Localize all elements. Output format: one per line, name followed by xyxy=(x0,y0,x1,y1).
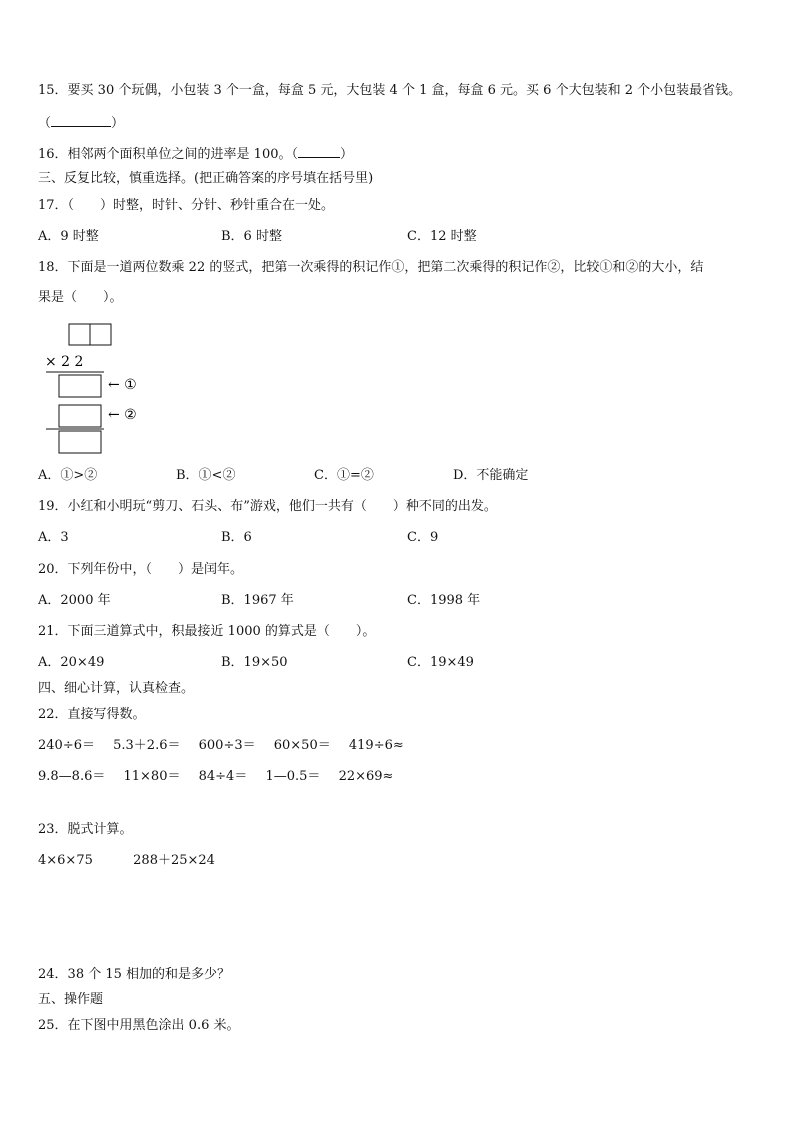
calc-item: 11×80＝ xyxy=(123,769,181,784)
q22-row-1 xyxy=(38,737,418,755)
mark-2-text: ← ② xyxy=(108,407,137,423)
multiplier-text: × 2 2 xyxy=(45,354,84,370)
q20-option-a[interactable]: A．2000 年 xyxy=(38,593,111,608)
question-22-text: 22．直接写得数。 xyxy=(38,707,146,722)
q17-option-a[interactable]: A．9 时整 xyxy=(38,229,99,244)
section-4-heading: 四、细心计算，认真检查。 xyxy=(38,681,195,696)
question-19-text: 19．小红和小明玩“剪刀、石头、布”游戏，他们一共有（ ）种不同的出发。 xyxy=(38,499,497,514)
q21-option-b[interactable]: B．19×50 xyxy=(221,655,288,670)
calc-item: 22×69≈ xyxy=(338,769,394,784)
question-17-text: 17．（ ）时整，时针、分针、秒针重合在一处。 xyxy=(38,198,335,213)
calc-item: 9.8—8.6＝ xyxy=(38,769,106,784)
section-5-heading: 五、操作题 xyxy=(38,992,104,1007)
q20-option-b[interactable]: B．1967 年 xyxy=(221,593,294,608)
question-18-line1: 18．下面是一道两位数乘 22 的竖式，把第一次乘得的积记作①，把第二次乘得的积记作②，比较①和②的大小，结 xyxy=(38,260,704,275)
calc-item: 600÷3＝ xyxy=(198,738,256,753)
question-15-text: 15．要买 30 个玩偶，小包装 3 个一盒，每盒 5 元，大包装 4 个 1 盒，每盒 6 元。买 6 个大包装和 2 个小包装最省钱。 xyxy=(38,83,742,98)
section-3-heading: 三、反复比较，慎重选择。(把正确答案的序号填在括号里) xyxy=(38,171,374,186)
question-16[interactable]: 16．相邻两个面积单位之间的进率是 100。（ ） xyxy=(38,147,354,162)
q19-option-c[interactable]: C．9 xyxy=(407,530,439,545)
q23-items xyxy=(38,852,215,870)
vertical-multiplication-diagram xyxy=(38,318,178,458)
q21-option-a[interactable]: A．20×49 xyxy=(38,655,105,670)
calc-item: 60×50＝ xyxy=(273,738,331,753)
question-21-text: 21．下面三道算式中，积最接近 1000 的算式是（ ）。 xyxy=(38,624,376,639)
q21-option-c[interactable]: C．19×49 xyxy=(407,655,474,670)
calc-item: 4×6×75 xyxy=(38,853,93,868)
q18-option-c[interactable]: C．①=② xyxy=(314,468,374,483)
q18-option-a[interactable]: A．①>② xyxy=(38,468,98,483)
question-20-text: 20．下列年份中，（ ）是闰年。 xyxy=(38,562,244,577)
question-16-text: 16．相邻两个面积单位之间的进率是 100。（ xyxy=(38,147,298,162)
q20-option-c[interactable]: C．1998 年 xyxy=(407,593,481,608)
calc-item: 1—0.5＝ xyxy=(265,769,321,784)
q18-option-b[interactable]: B．①<② xyxy=(176,468,236,483)
question-25-text: 25．在下图中用黑色涂出 0.6 米。 xyxy=(38,1018,240,1033)
calc-item: 288＋25×24 xyxy=(133,853,215,868)
calc-item: 240÷6＝ xyxy=(38,738,95,753)
calc-item: 5.3＋2.6＝ xyxy=(113,738,181,753)
question-23-text: 23．脱式计算。 xyxy=(38,822,133,837)
question-24-text: 24．38 个 15 相加的和是多少？ xyxy=(38,967,231,982)
question-15-answer-blank[interactable]: （ ） xyxy=(38,116,125,131)
q22-row-2 xyxy=(38,768,407,786)
q17-option-b[interactable]: B．6 时整 xyxy=(221,229,282,244)
mark-1-text: ← ① xyxy=(108,377,137,393)
calc-item: 419÷6≈ xyxy=(348,738,404,753)
q19-option-b[interactable]: B．6 xyxy=(221,530,252,545)
question-18-line2: 果是（ ）。 xyxy=(38,290,123,305)
q19-option-a[interactable]: A．3 xyxy=(38,530,69,545)
calc-item: 84÷4＝ xyxy=(198,769,248,784)
q17-option-c[interactable]: C．12 时整 xyxy=(407,229,477,244)
q18-option-d[interactable]: D．不能确定 xyxy=(453,468,529,483)
